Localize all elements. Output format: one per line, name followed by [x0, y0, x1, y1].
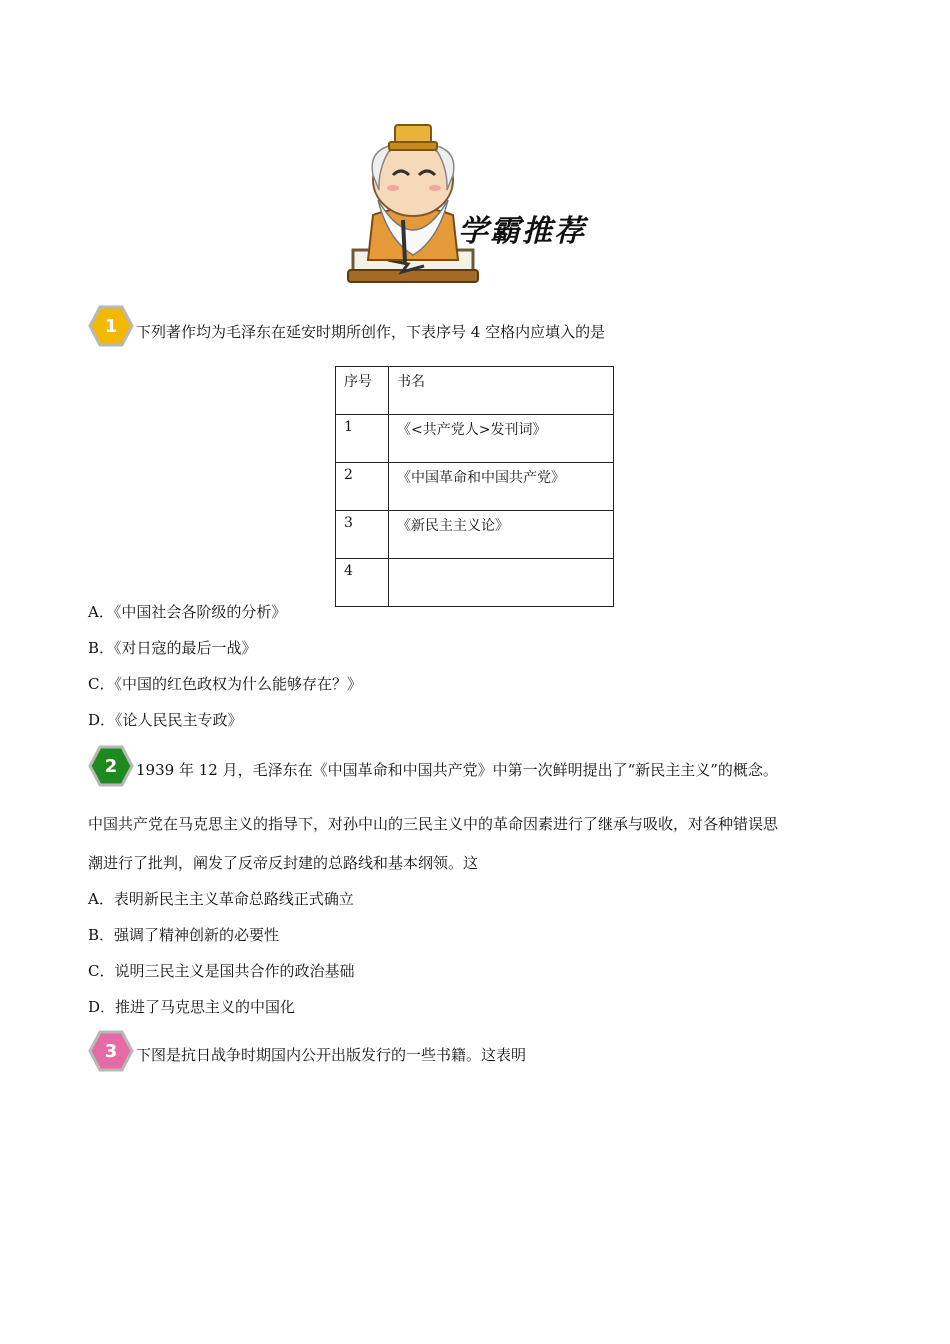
question-3-badge — [88, 1030, 134, 1072]
table-row — [336, 415, 614, 463]
table-cell: 《新民主主义论》 — [389, 511, 614, 559]
table-cell: 1 — [336, 415, 389, 463]
table-cell: 3 — [336, 511, 389, 559]
question-1-option-c: C．《中国的红色政权为什么能够存在？》 — [88, 675, 362, 693]
question-1-badge — [88, 305, 134, 347]
question-2-option-a: A．表明新民主主义革命总路线正式确立 — [88, 890, 354, 908]
question-3-stem: 下图是抗日战争时期国内公开出版发行的一些书籍。这表明 — [136, 1046, 527, 1064]
question-2-badge — [88, 745, 134, 787]
question-1-option-b: B．《对日寇的最后一战》 — [88, 639, 257, 657]
table-cell: 4 — [336, 559, 389, 607]
question-2-stem-line-2: 中国共产党在马克思主义的指导下，对孙中山的三民主义中的革命因素进行了继承与吸收，对各种错误思 — [88, 815, 779, 833]
table-cell: 《中国革命和中国共产党》 — [389, 463, 614, 511]
question-2-option-b: B．强调了精神创新的必要性 — [88, 926, 280, 944]
scholar-cartoon-icon — [343, 120, 613, 290]
table-cell: 《<共产党人>发刊词》 — [389, 415, 614, 463]
table-cell: 2 — [336, 463, 389, 511]
table-row — [336, 511, 614, 559]
table-header-cell: 书名 — [389, 367, 614, 415]
question-2-number: 2 — [104, 755, 118, 777]
table-header-cell: 序号 — [336, 367, 389, 415]
question-1-option-d: D．《论人民民主专政》 — [88, 711, 243, 729]
question-2-stem-line-1: 1939 年 12 月，毛泽东在《中国革命和中国共产党》中第一次鲜明提出了“新民主主义”的概念。 — [136, 761, 778, 779]
table-cell — [389, 559, 614, 607]
table-row — [336, 367, 614, 415]
table-row — [336, 463, 614, 511]
question-1-number: 1 — [104, 315, 118, 337]
books-table — [335, 366, 614, 607]
question-1-stem: 下列著作均为毛泽东在延安时期所创作，下表序号 4 空格内应填入的是 — [136, 323, 606, 341]
question-2-option-d: D．推进了马克思主义的中国化 — [88, 998, 296, 1016]
question-2-stem-line-3: 潮进行了批判，阐发了反帝反封建的总路线和基本纲领。这 — [88, 854, 479, 872]
question-3-number: 3 — [104, 1040, 118, 1062]
question-2-option-c: C．说明三民主义是国共合作的政治基础 — [88, 962, 355, 980]
table-row — [336, 559, 614, 607]
header-title: 学霸推荐 — [458, 214, 586, 249]
question-1-option-a: A．《中国社会各阶级的分析》 — [88, 603, 287, 621]
